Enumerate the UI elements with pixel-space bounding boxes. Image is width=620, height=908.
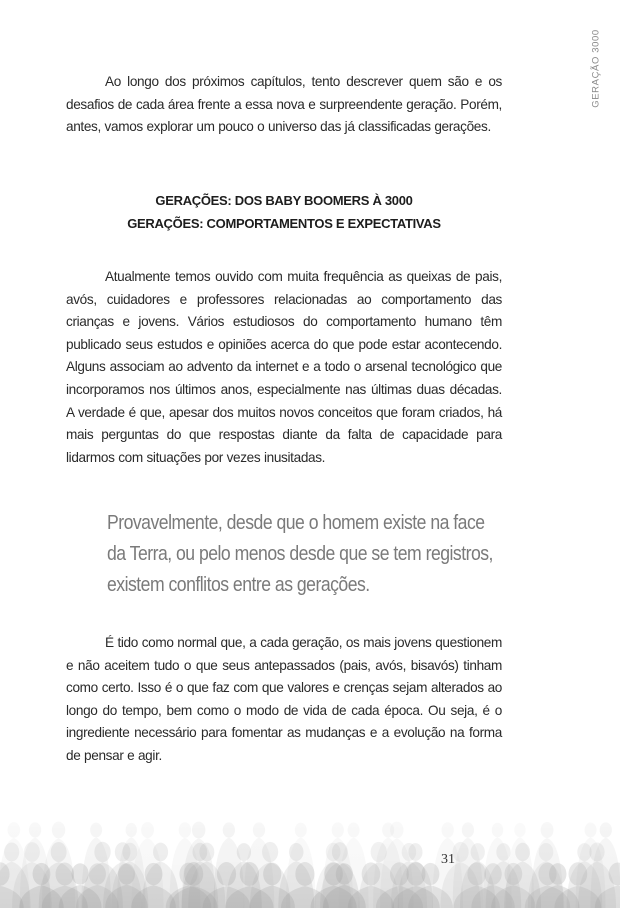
intro-paragraph: Ao longo dos próximos capítulos, tento descrever quem são e os desafios de cada área frente a essa nova e surpreendente geração. Porém, antes, vamos explorar um pouco o universo das já classificadas gerações. bbox=[66, 74, 502, 135]
section-heading-primary: GERAÇÕES: DOS BABY BOOMERS À 3000 bbox=[155, 193, 413, 208]
body-paragraph-normal: É tido como normal que, a cada geração, os mais jovens questionem e não aceitem tudo o que seus antepassados (pais, avós, bisavós) tinham como certo. Isso é o que faz com que valores e crenças sejam alterados ao longo do tempo, bem como o modo de vida de cada época. Ou seja, é o ingrediente necessário para fomentar as mudanças e a evolução na forma de pensar e agir. bbox=[66, 635, 502, 763]
page-number: 31 bbox=[441, 852, 455, 867]
section-heading-secondary: GERAÇÕES: COMPORTAMENTOS E EXPECTATIVAS bbox=[127, 216, 441, 231]
section-headings bbox=[66, 189, 502, 235]
running-header bbox=[588, 28, 604, 108]
running-header-text: GERAÇÃO 3000 bbox=[590, 28, 602, 108]
body-paragraph-atualmente: Atualmente temos ouvido com muita frequência as queixas de pais, avós, cuidadores e professores relacionadas ao comportamento das crianças e jovens. Vários estudiosos do comportamento humano têm publicado seus estudos e opiniões acerca do que pode estar acontecendo. Alguns associam ao advento da internet e a todo o arsenal tecnológico que incorporamos nos últimos anos, especialmente nas últimas duas décadas. A verdade é que, apesar dos muitos novos conceitos que foram criados, há mais perguntas do que respostas diante da falta de capacidade para lidarmos com situações por vezes inusitadas. bbox=[66, 269, 502, 465]
crowd-illustration-icon bbox=[0, 790, 620, 908]
pull-quote: Provavelmente, desde que o homem existe na face da Terra, ou pelo menos desde que se tem registros, existem conflitos entre as gerações. bbox=[107, 511, 493, 596]
